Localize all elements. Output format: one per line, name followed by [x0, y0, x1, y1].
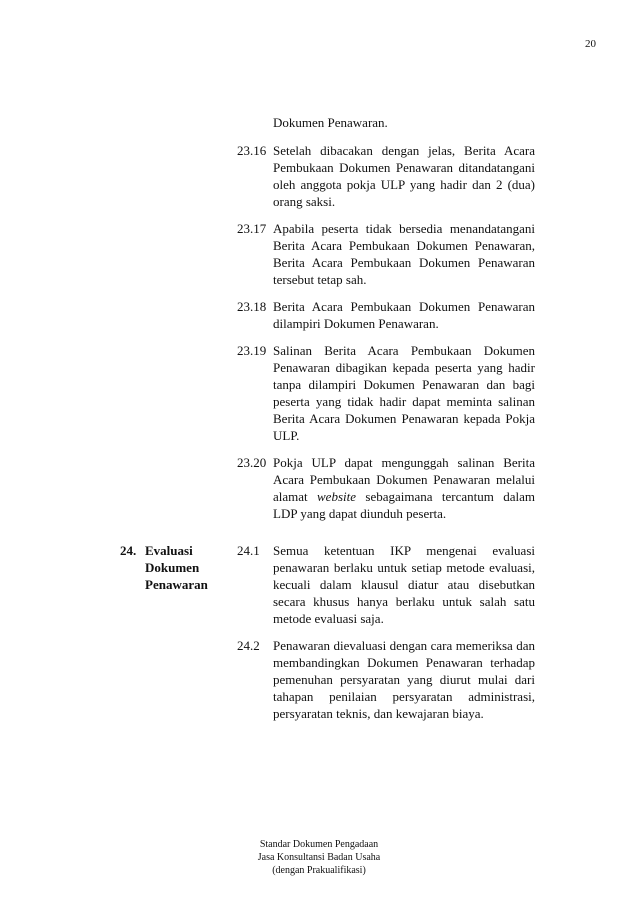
clause-item [237, 342, 535, 444]
document-body [120, 114, 535, 732]
continued-text: Dokumen Penawaran. [273, 115, 388, 130]
clause-number: 24.2 [237, 638, 260, 653]
section-heading [120, 542, 237, 732]
clause-item [237, 637, 535, 722]
clause-text: Setelah dibacakan dengan jelas, Berita Acara Pembukaan Dokumen Penawaran ditandatangani oleh anggota pokja ULP yang hadir dan 2 (dua) orang saksi. [273, 143, 535, 209]
clause-text: Berita Acara Pembukaan Dokumen Penawaran dilampiri Dokumen Penawaran. [273, 299, 535, 331]
clause-number: 23.17 [237, 221, 267, 236]
footer-line: (dengan Prakualifikasi) [272, 865, 366, 876]
page-number: 20 [585, 38, 596, 50]
clause-text: Penawaran dievaluasi dengan cara memeriksa dan membandingkan Dokumen Penawaran terhadap pemenuhan persyaratan yang diurut mulai dari tahapan penilaian persyaratan administrasi, persyaratan teknis, dan kewajaran biaya. [273, 638, 535, 721]
clause-text: Salinan Berita Acara Pembukaan Dokumen Penawaran dibagikan kepada peserta yang hadir tanpa dilampiri Dokumen Penawaran dan bagi peserta yang tidak hadir dapat meminta salinan Berita Acara Dokumen Penawaran kepada Pokja ULP. [273, 343, 535, 443]
footer-line: Standar Dokumen Pengadaan [259, 839, 379, 850]
page-footer [0, 838, 638, 877]
clause-text-part: sebagaimana tercantum dalam LDP yang dapat diunduh peserta. [273, 489, 535, 521]
clause-text: Apabila peserta tidak bersedia menandatangani Berita Acara Pembukaan Dokumen Penawaran, Berita Acara Pembukaan Dokumen Penawaran tersebut tetap sah. [273, 221, 535, 287]
clause-text [273, 454, 535, 522]
clause-number: 23.18 [237, 299, 267, 314]
clause-text: Semua ketentuan IKP mengenai evaluasi penawaran berlaku untuk setiap metode evaluasi, kecuali dalam klausul diatur atau disebutkan secara khusus hanya berlaku untuk salah satu metode evaluasi saja. [273, 543, 535, 626]
footer-line: Jasa Konsultansi Badan Usaha [257, 852, 381, 863]
section-body [237, 542, 535, 732]
clause-item [237, 542, 535, 627]
section-24 [120, 542, 535, 732]
clause-item [237, 298, 535, 332]
clause-text-part: Pokja ULP dapat mengunggah salinan Berita Acara Pembukaan Dokumen Penawaran melalui alamat [273, 455, 535, 504]
clause-item [237, 454, 535, 522]
clause-number: 24.1 [237, 543, 260, 558]
clause-group-23 [237, 142, 535, 522]
clause-number: 23.16 [237, 143, 267, 158]
section-title: Evaluasi Dokumen Penawaran [145, 543, 208, 592]
clause-number: 23.20 [237, 455, 267, 470]
clause-text-italic: website [317, 489, 357, 504]
section-number: 24. [120, 543, 137, 558]
clause-item [237, 220, 535, 288]
clause-item [237, 142, 535, 210]
clause-number: 23.19 [237, 343, 267, 358]
